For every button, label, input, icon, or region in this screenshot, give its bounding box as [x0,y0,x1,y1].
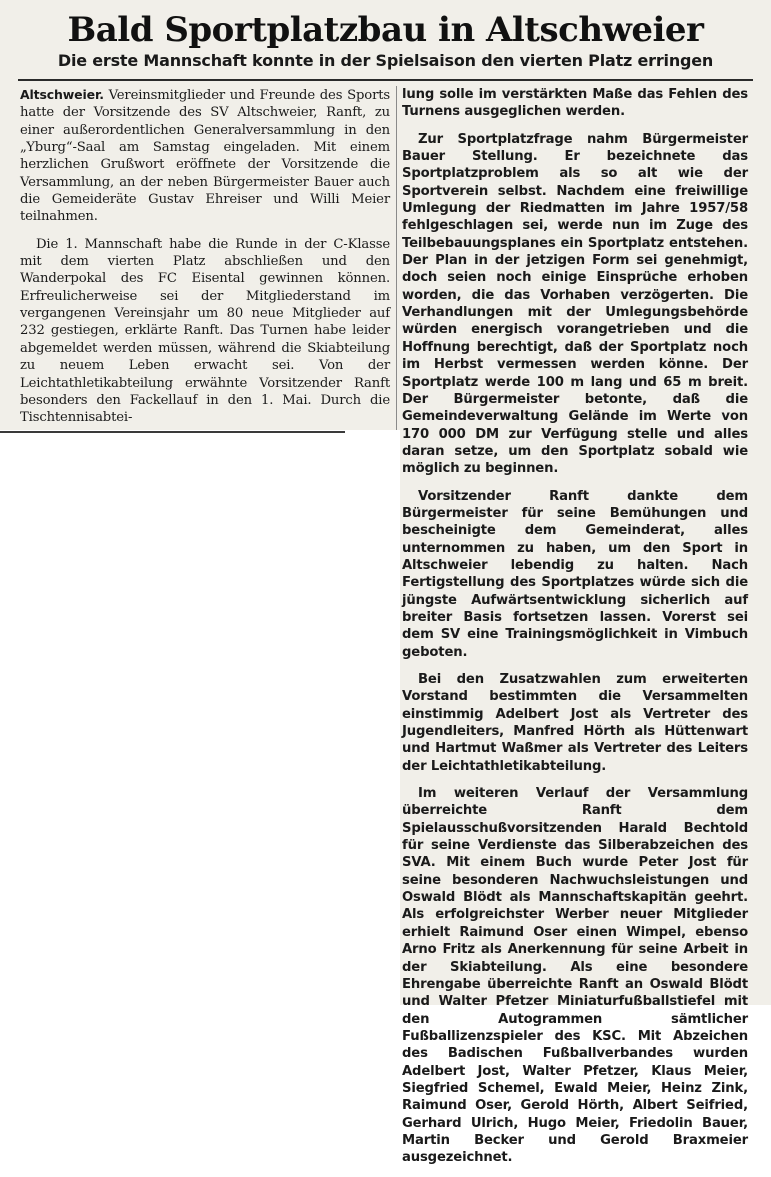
left-paragraph: Die 1. Mannschaft habe die Runde in der C-Klasse mit dem vierten Platz abschließen und den Wanderpokal des FC Eisental gewinnen können. Erfreulicherweise sei der Mitgliederstand im vergangenen Vereinsjahr um 80 neue Mitglieder auf 232 gestiegen, erklärte Ranft. Das Turnen habe leider abgemeldet werden müssen, während die Skiabteilung zu neuem Leben erwacht sei. Von der Leichtathletikabteilung erwähnte Vorsitzender Ranft besonders den Fackellauf in den 1. Mai. Durch die Tischtennisabtei- [20,236,390,426]
right-paragraph-continuation: lung solle im verstärkten Maße das Fehlen des Turnens ausgeglichen werden. [402,87,748,120]
article-subheadline: Die erste Mannschaft konnte in der Spielsaison den vierten Platz erringen [57,51,714,70]
headline-rule [18,79,753,81]
dateline: Altschweier. [20,87,104,102]
right-paragraph: Vorsitzender Ranft dankte dem Bürgermeister für seine Bemühungen und bescheinigte dem Gemeinderat, alles unternommen zu haben, um den Sport in Altschweier lebendig zu halten. Nach Fertigstellung des Sportplatzes würde sich die jüngste Aufwärtsentwicklung sicherlich auf breiter Basis fortsetzen lassen. Vorerst sei dem SV eine Trainingsmöglichkeit in Vimbuch geboten. [402,488,748,660]
article-headline: Bald Sportplatzbau in Altschweier [67,10,704,50]
paragraph-text: Vereinsmitglieder und Freunde des Sports hatte der Vorsitzende des SV Altschweier, Ranft, zu einer außerordentlichen Generalversammlung in den „Yburg“-Saal am Samstag eingeladen. Mit einem herzlichen Grußwort eröffnete der Vorsitzende die Versammlung, an der neben Bürgermeister Bauer auch die Gemeideräte Gustav Ehreiser und Willi Meier teilnahmen. [20,88,390,225]
left-paragraph [20,86,390,226]
blank-area [0,430,400,1005]
right-column [402,86,748,1177]
cut-rule [0,431,345,433]
left-column [20,86,390,437]
right-paragraph: Im weiteren Verlauf der Versammlung überreichte Ranft dem Spielausschußvorsitzenden Harald Bechtold für seine Verdienste das Silberabzeichen des SVA. Mit einem Buch wurde Peter Jost für seine besonderen Nachwuchsleistungen und Oswald Blödt als Mannschaftskapitän geehrt. Als erfolgreichster Werber neuer Mitglieder erhielt Raimund Oser einen Wimpel, ebenso Arno Fritz als Anerkennung für seine Arbeit in der Skiabteilung. Als eine besondere Ehrengabe überreichte Ranft an Oswald Blödt und Walter Pfetzer Miniaturfußballstiefel mit den Autogrammen sämtlicher Fußballizenzspieler des KSC. Mit Abzeichen des Badischen Fußballverbandes wurden Adelbert Jost, Walter Pfetzer, Klaus Meier, Siegfried Schemel, Ewald Meier, Heinz Zink, Raimund Oser, Gerold Hörth, Albert Seifried, Gerhard Ulrich, Hugo Meier, Friedolin Bauer, Martin Becker und Gerold Braxmeier ausgezeichnet. [402,786,748,1166]
right-paragraph: Zur Sportplatzfrage nahm Bürgermeister Bauer Stellung. Er bezeichnete das Sportplatzproblem als so alt wie der Sportverein selbst. Nachdem eine freiwillige Umlegung der Riedmatten im Jahre 1957/58 fehlgeschlagen sei, werde nun im Zuge des Teilbebauungsplanes ein Sportplatz entstehen. Der Plan in der jetzigen Form sei genehmigt, doch seien noch einige Einsprüche erhoben worden, die das Vorhaben verzögerten. Die Verhandlungen mit der Umlegungsbehörde würden energisch vorangetrieben und die Hoffnung berechtigt, daß der Sportplatz noch im Herbst vermessen werden könne. Der Sportplatz werde 100 m lang und 65 m breit. Der Bürgermeister betonte, daß die Gemeindeverwaltung Gelände im Werte von 170 000 DM zur Verfügung stelle und alles daran setze, um den Sportplatz sobald wie möglich zu beginnen. [402,131,748,477]
right-paragraph: Bei den Zusatzwahlen zum erweiterten Vorstand bestimmten die Versammelten einstimmig Adelbert Jost als Vertreter des Jugendleiters, Manfred Hörth als Hüttenwart und Hartmut Waßmer als Vertreter des Leiters der Leichtathletikabteilung. [402,672,748,774]
